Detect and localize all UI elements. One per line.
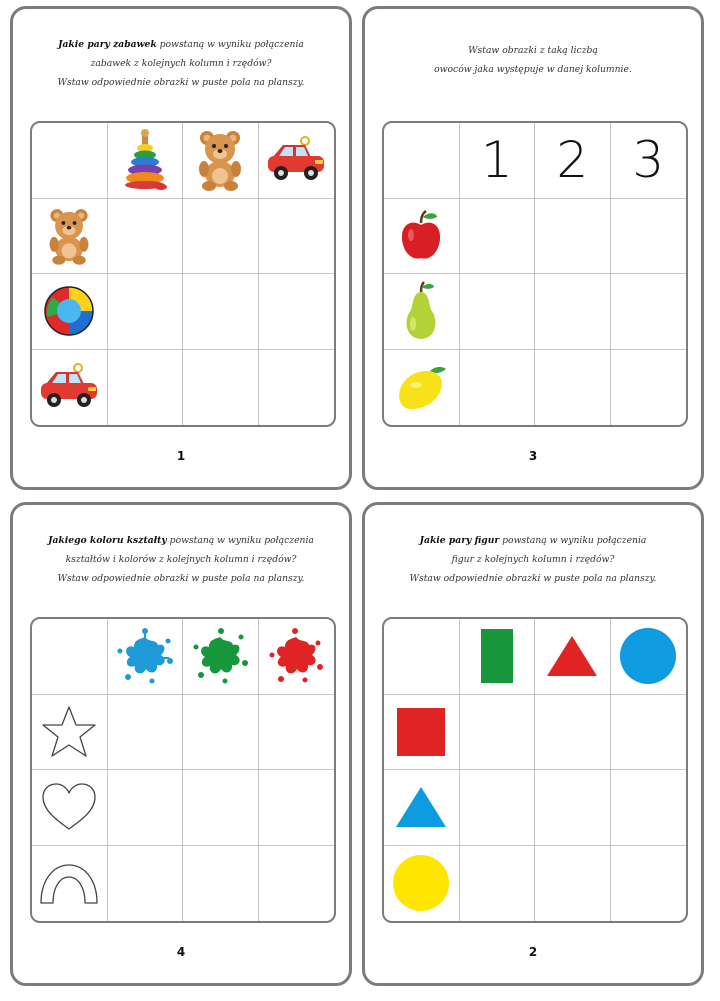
answer-cell[interactable] bbox=[460, 350, 536, 426]
answer-cell[interactable] bbox=[108, 695, 184, 771]
answer-grid bbox=[382, 121, 688, 427]
instruction-bold: Jakie pary zabawek bbox=[58, 39, 157, 50]
answer-cell[interactable] bbox=[611, 846, 687, 922]
yellow-circle-icon bbox=[392, 854, 450, 912]
pear-icon bbox=[400, 280, 442, 342]
instruction-bold: Jakiego koloru kształty bbox=[48, 535, 167, 546]
column-header-green-splash bbox=[183, 619, 259, 695]
answer-cell[interactable] bbox=[535, 199, 611, 275]
answer-cell[interactable] bbox=[183, 770, 259, 846]
column-number: 1 bbox=[480, 131, 513, 190]
rainbow-outline-icon bbox=[38, 861, 100, 905]
answer-cell[interactable] bbox=[460, 695, 536, 771]
instructions bbox=[21, 35, 341, 92]
instruction-line1: powstaną w wyniku połączenia bbox=[156, 39, 304, 50]
worksheet-card-toys bbox=[10, 6, 352, 490]
column-header-red-triangle bbox=[535, 619, 611, 695]
instructions bbox=[21, 531, 341, 588]
row-header-red-square bbox=[384, 695, 460, 771]
column-header-blue-circle bbox=[611, 619, 687, 695]
answer-cell[interactable] bbox=[259, 350, 335, 426]
answer-cell[interactable] bbox=[611, 770, 687, 846]
apple-icon bbox=[399, 209, 443, 263]
answer-cell[interactable] bbox=[108, 274, 184, 350]
column-header-number bbox=[460, 123, 536, 199]
worksheet-card-fruits bbox=[362, 6, 704, 490]
column-header-red-splash bbox=[259, 619, 335, 695]
blue-triangle-icon bbox=[394, 785, 448, 829]
corner-cell bbox=[32, 619, 108, 695]
answer-cell[interactable] bbox=[460, 199, 536, 275]
row-header-blue-triangle bbox=[384, 770, 460, 846]
red-triangle-icon bbox=[545, 634, 599, 678]
column-header-toy-car bbox=[259, 123, 335, 199]
answer-cell[interactable] bbox=[460, 846, 536, 922]
row-header-rainbow bbox=[32, 846, 108, 922]
row-header-toy-car bbox=[32, 350, 108, 426]
toy-car-icon bbox=[265, 135, 327, 185]
answer-cell[interactable] bbox=[611, 274, 687, 350]
column-header-teddy-bear bbox=[183, 123, 259, 199]
answer-cell[interactable] bbox=[535, 350, 611, 426]
row-header-beach-ball bbox=[32, 274, 108, 350]
instruction-line3: Wstaw odpowiednie obrazki w puste pola na planszy. bbox=[57, 573, 305, 584]
answer-grid bbox=[30, 121, 336, 427]
answer-cell[interactable] bbox=[259, 695, 335, 771]
answer-cell[interactable] bbox=[460, 274, 536, 350]
instructions bbox=[373, 41, 693, 79]
toy-car-icon bbox=[38, 362, 100, 412]
column-number: 2 bbox=[556, 131, 589, 190]
red-square-icon bbox=[396, 707, 446, 757]
answer-cell[interactable] bbox=[108, 846, 184, 922]
answer-cell[interactable] bbox=[535, 770, 611, 846]
column-header-stacking-rings bbox=[108, 123, 184, 199]
row-header-lemon bbox=[384, 350, 460, 426]
instruction-line2: kształtów i kolorów z kolejnych kolumn i rzędów? bbox=[65, 554, 297, 565]
answer-cell[interactable] bbox=[259, 846, 335, 922]
heart-outline-icon bbox=[40, 781, 98, 833]
answer-cell[interactable] bbox=[108, 350, 184, 426]
answer-cell[interactable] bbox=[460, 770, 536, 846]
answer-grid bbox=[30, 617, 336, 923]
worksheet-card-figures bbox=[362, 502, 704, 986]
answer-cell[interactable] bbox=[183, 846, 259, 922]
answer-cell[interactable] bbox=[183, 274, 259, 350]
answer-cell[interactable] bbox=[259, 770, 335, 846]
row-header-teddy-bear bbox=[32, 199, 108, 275]
answer-cell[interactable] bbox=[611, 350, 687, 426]
blue-circle-icon bbox=[619, 627, 677, 685]
answer-cell[interactable] bbox=[183, 199, 259, 275]
corner-cell bbox=[384, 123, 460, 199]
answer-cell[interactable] bbox=[535, 846, 611, 922]
page-number: 4 bbox=[176, 945, 186, 959]
beach-ball-icon bbox=[43, 285, 95, 337]
column-header-green-rectangle bbox=[460, 619, 536, 695]
answer-cell[interactable] bbox=[108, 199, 184, 275]
column-number: 3 bbox=[632, 131, 665, 190]
instruction-line3: Wstaw odpowiednie obrazki w puste pola na planszy. bbox=[409, 573, 657, 584]
corner-cell bbox=[384, 619, 460, 695]
instruction-line2: figur z kolejnych kolumn i rzędów? bbox=[451, 554, 615, 565]
page-number: 1 bbox=[176, 449, 186, 463]
column-header-number bbox=[535, 123, 611, 199]
row-header-apple bbox=[384, 199, 460, 275]
answer-cell[interactable] bbox=[259, 199, 335, 275]
answer-cell[interactable] bbox=[259, 274, 335, 350]
answer-cell[interactable] bbox=[535, 695, 611, 771]
instructions bbox=[373, 531, 693, 588]
row-header-pear bbox=[384, 274, 460, 350]
answer-cell[interactable] bbox=[611, 199, 687, 275]
column-header-number bbox=[611, 123, 687, 199]
paint-splash-icon bbox=[191, 627, 249, 685]
paint-splash-icon bbox=[267, 627, 325, 685]
stacking-rings-icon bbox=[117, 128, 173, 192]
page-number: 2 bbox=[528, 945, 538, 959]
instruction-line2: zabawek z kolejnych kolumn i rzędów? bbox=[90, 58, 272, 69]
teddy-bear-icon bbox=[43, 206, 95, 266]
instruction-line2: owoców jaka występuje w danej kolumnie. bbox=[434, 64, 632, 75]
row-header-yellow-circle bbox=[384, 846, 460, 922]
instruction-line1: powstaną w wyniku połączenia bbox=[166, 535, 314, 546]
answer-cell[interactable] bbox=[535, 274, 611, 350]
worksheet-card-colors bbox=[10, 502, 352, 986]
answer-cell[interactable] bbox=[183, 350, 259, 426]
corner-cell bbox=[32, 123, 108, 199]
page-number: 3 bbox=[528, 449, 538, 463]
instruction-bold: Jakie pary figur bbox=[419, 535, 500, 546]
green-rectangle-icon bbox=[480, 628, 514, 684]
paint-splash-icon bbox=[116, 627, 174, 685]
answer-cell[interactable] bbox=[183, 695, 259, 771]
star-outline-icon bbox=[40, 704, 98, 760]
instruction-line1: Wstaw obrazki z taką liczbą bbox=[468, 45, 598, 56]
row-header-heart bbox=[32, 770, 108, 846]
answer-cell[interactable] bbox=[611, 695, 687, 771]
teddy-bear-icon bbox=[192, 129, 248, 191]
column-header-blue-splash bbox=[108, 619, 184, 695]
answer-grid bbox=[382, 617, 688, 923]
instruction-line3: Wstaw odpowiednie obrazki w puste pola na planszy. bbox=[57, 77, 305, 88]
instruction-line1: powstaną w wyniku połączenia bbox=[499, 535, 647, 546]
answer-cell[interactable] bbox=[108, 770, 184, 846]
lemon-icon bbox=[394, 361, 448, 413]
row-header-star bbox=[32, 695, 108, 771]
